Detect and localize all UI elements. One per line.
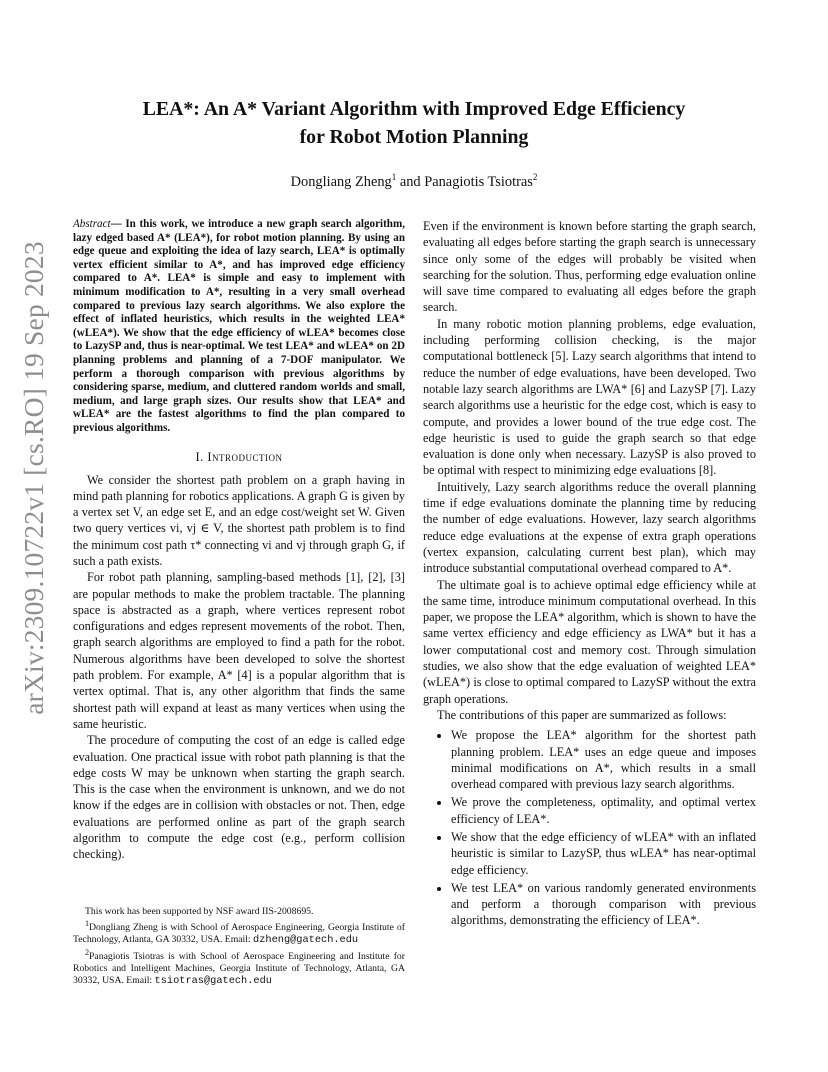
contributions-intro: The contributions of this paper are summarized as follows: xyxy=(437,707,727,722)
author-2-affiliation-mark: 2 xyxy=(532,172,538,182)
footnote-1-text: Dongliang Zheng is with School of Aerospace Engineering, Georgia Institute of Technology, Atlanta, GA 30332, USA. Email: xyxy=(73,922,405,946)
footnote-2 xyxy=(73,947,405,988)
footnote-1 xyxy=(73,918,405,946)
intro-paragraph-3: The procedure of computing the cost of an edge is called edge evaluation. One practical issue with robot path planning is that the edge costs W may be unknown when starting the graph search. This is the case when the environment is unknown, and we do not know if the edges are in collision with obstacles or not. Then, edge evaluations are performed online as part of the graph search algorithm to compute the edge cost (e.g., perform collision checking). xyxy=(73,733,405,862)
footnote-2-email: tsiotras@gatech.edu xyxy=(154,974,272,987)
abstract-label: Abstract xyxy=(73,218,111,230)
author-1-affiliation-mark: 1 xyxy=(391,172,397,182)
intro-paragraph-4: In many robotic motion planning problems, edge evaluation, including performing collision checking, is the major computational bottleneck [5]. Lazy search algorithms that intend to reduce the number of edge evaluations, have been developed. Two notable lazy search algorithms are LWA* [6] and LazySP [7]. Lazy search algorithms use a heuristic for the edge cost, which is easy to compute, and provides a lower bound of the true edge cost. The edge heuristic is used to guide the graph search so that edge evaluation is done only when necessary. LazySP is also proved to be optimal with respect to minimizing edge evaluations [8]. xyxy=(423,316,756,478)
arxiv-identifier xyxy=(14,241,54,715)
author-1: Dongliang Zheng xyxy=(290,173,392,190)
footnotes xyxy=(73,906,405,987)
title-line-1: LEA*: An A* Variant Algorithm with Improved Edge Efficiency xyxy=(142,98,686,120)
intro-paragraph-continued: Even if the environment is known before starting the graph search, evaluating all edges before starting the graph search is unnecessary since only some of the edges will probably be visited when searching for the solution. Thus, performing edge evaluation online will save time compared to evaluating all edges before the graph search. xyxy=(423,219,756,315)
footnote-2-text: Panagiotis Tsiotras is with School of Aerospace Engineering and Institute for Robotics and Intelligent Machines, Georgia Institute of Technology, Atlanta, GA 30332, USA. Email: xyxy=(73,950,405,986)
abstract xyxy=(73,218,405,436)
authors-conjunction: and xyxy=(396,173,425,190)
footnote-2-mark: 2 xyxy=(85,947,90,957)
contributions-list xyxy=(423,727,756,929)
paper-title xyxy=(80,95,748,151)
contribution-item: • We test LEA* on various randomly generated environments and perform a thorough comparison with previous algorithms, demonstrating the efficiency of LEA*. xyxy=(451,880,756,929)
abstract-text: — In this work, we introduce a new graph search algorithm, lazy edged based A* (LEA*), for robot motion planning. By using an edge queue and exploiting the idea of lazy search, LEA* is optimally vertex efficient similar to A*, and has improved edge efficiency compared to A*. LEA* is simple and easy to implement with minimum modification to A*, resulting in a very small overhead compared to previous lazy search algorithms. We also explore the effect of inflated heuristics, which results in the weighted LEA* (wLEA*). We show that the edge efficiency of wLEA* becomes close to LazySP and, thus is near-optimal. We test LEA* and wLEA* on 2D planning problems and planning of a 7-DOF manipulator. We perform a thorough comparison with previous algorithms by considering sparse, medium, and cluttered random worlds and small, medium, and large graph sizes. Our results show that LEA* and wLEA* are the fastest algorithms to find the plan compared to previous algorithms. xyxy=(73,218,405,434)
contribution-item: • We propose the LEA* algorithm for the shortest path planning problem. LEA* uses an edge queue and imposes minimal modifications on A*, which results in a small overhead compared with previous lazy search algorithms. xyxy=(451,727,756,792)
footnote-funding: This work has been supported by NSF award IIS-2008695. xyxy=(85,906,314,917)
contribution-item: • We prove the completeness, optimality, and optimal vertex efficiency of LEA*. xyxy=(451,794,756,827)
arxiv-identifier-text: arXiv:2309.10722v1 [cs.RO] 19 Sep 2023 xyxy=(18,241,49,715)
contribution-item: • We show that the edge efficiency of wLEA* with an inflated heuristic is similar to LazySP, thus wLEA* has near-optimal edge efficiency. xyxy=(451,829,756,878)
author-list xyxy=(80,172,748,191)
footnote-1-mark: 1 xyxy=(85,919,90,929)
footnote-1-email: dzheng@gatech.edu xyxy=(253,934,359,947)
title-line-2: for Robot Motion Planning xyxy=(299,126,529,148)
intro-paragraph-2: For robot path planning, sampling-based methods [1], [2], [3] are popular methods to make the problem tractable. The planning space is abstracted as a graph, where vertices represent robot configurations and edges represent movements of the robot. Then, graph search algorithms are employed to find a path for the robot. Numerous algorithms have been developed to solve the shortest path problem. For example, A* [4] is a popular algorithm that is vertex optimal. That is, any other algorithm that finds the same shortest path will expand at least as many vertices when using the same heuristic. xyxy=(73,570,405,731)
intro-paragraph-1: We consider the shortest path problem on a graph having in mind path planning for robotics applications. A graph G is given by a vertex set V, an edge set E, and an edge cost/weight set W. Given two query vertices vi, vj ∈ V, the shortest path problem is to find the minimum cost path τ* connecting vi and vj through graph G, if such a path exists. xyxy=(73,472,405,568)
section-heading-introduction: I. Introduction xyxy=(195,449,283,464)
intro-paragraph-6: The ultimate goal is to achieve optimal edge efficiency while at the same time, introduce minimum computational overhead. In this paper, we propose the LEA* algorithm, which is shown to have the same vertex efficiency and edge efficiency as LWA* but it has a lower computational cost and memory cost. Through simulation studies, we also show that the edge evaluation of weighted LEA* (wLEA*) is close to optimal compared to LazySP without the extra graph operations. xyxy=(423,577,756,706)
left-column xyxy=(73,218,405,863)
right-column xyxy=(423,218,756,931)
author-2: Panagiotis Tsiotras xyxy=(424,173,533,190)
intro-paragraph-5: Intuitively, Lazy search algorithms reduce the overall planning time if edge evaluations dominate the planning time by reducing the number of edge evaluations. However, lazy search algorithms reduce edge evaluations at the expense of extra graph operations (vertex expansion, calculating current best plan), which may introduce substantial computational overhead compared to A*. xyxy=(423,479,756,576)
